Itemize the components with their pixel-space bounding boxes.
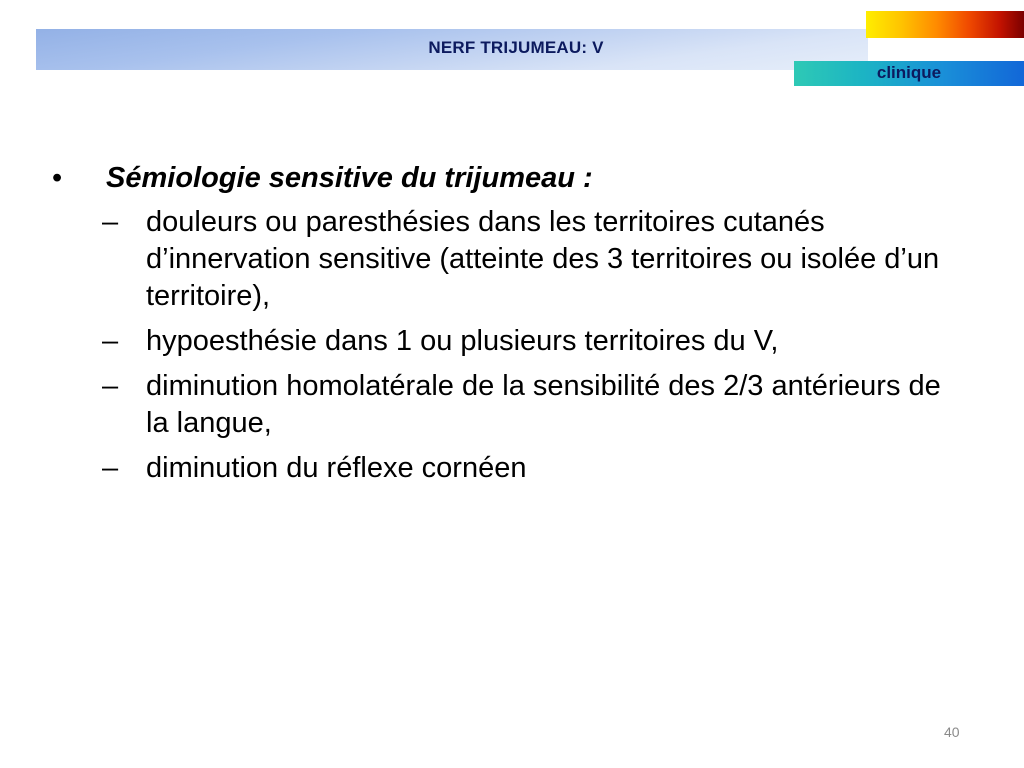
list-item <box>102 323 970 360</box>
dash-icon: – <box>102 325 119 357</box>
section-tag-label: clinique <box>876 63 942 82</box>
main-bullet <box>50 160 970 197</box>
slide-content <box>50 160 970 495</box>
list-item-text: diminution du réflexe cornéen <box>146 452 527 484</box>
dash-icon: – <box>102 206 119 238</box>
dash-icon: – <box>102 452 119 484</box>
list-item <box>102 204 970 315</box>
list-item-text: douleurs ou paresthésies dans les territoires cutanés d’innervation sensitive (atteinte des 3 territoires ou isolée d’un territoire), <box>146 206 940 312</box>
sub-bullet-list <box>102 204 970 487</box>
page-number: 40 <box>944 724 960 740</box>
bullet-icon: • <box>52 162 63 194</box>
decorative-gradient-bar <box>866 11 1024 38</box>
bullet-heading: Sémiologie sensitive du trijumeau : <box>106 162 593 194</box>
dash-icon: – <box>102 370 119 402</box>
list-item <box>102 368 970 442</box>
list-item <box>102 450 970 487</box>
list-item-text: hypoesthésie dans 1 ou plusieurs territoires du V, <box>146 325 779 357</box>
slide-title: NERF TRIJUMEAU: V <box>428 38 604 57</box>
list-item-text: diminution homolatérale de la sensibilité des 2/3 antérieurs de la langue, <box>146 370 941 439</box>
